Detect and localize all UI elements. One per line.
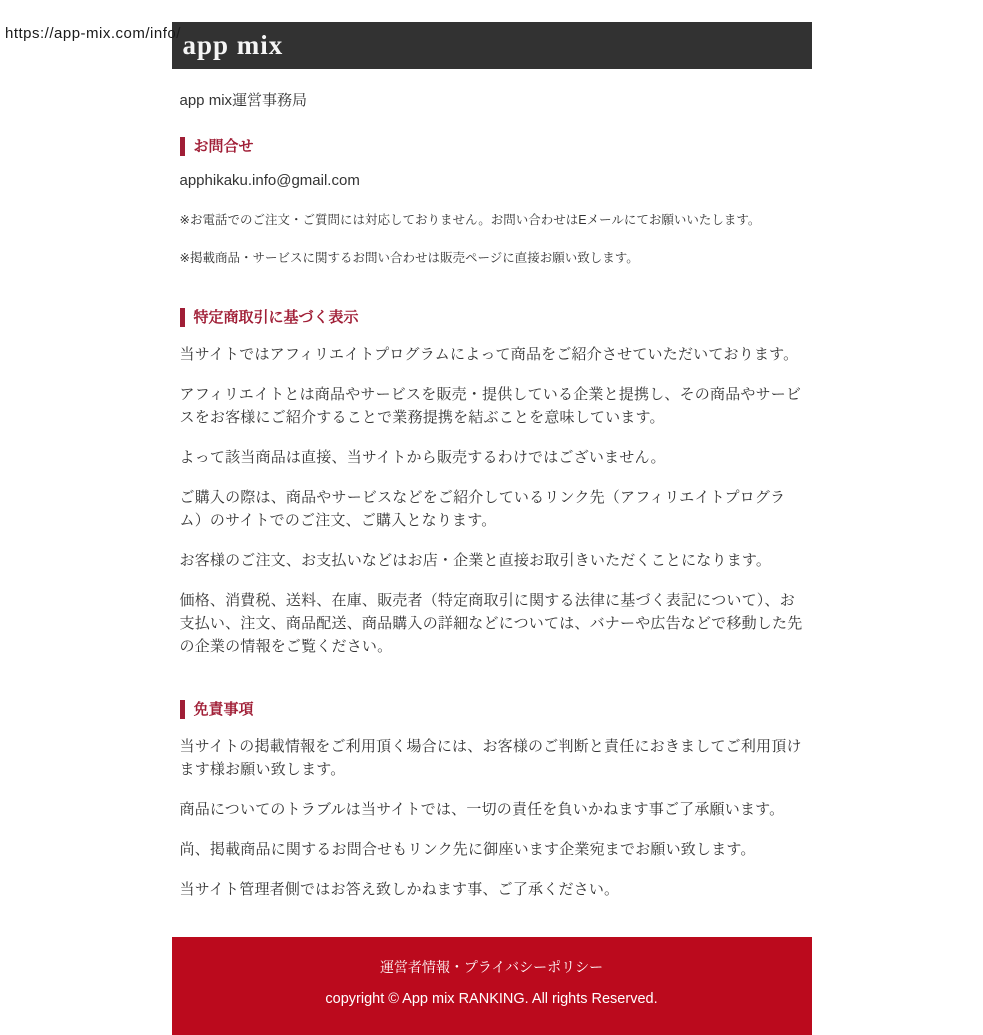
disclaimer-paragraph: 商品についてのトラブルは当サイトでは、一切の責任を負いかねます事ご了承願います。: [179, 801, 785, 818]
page-url-text: https://app-mix.com/info/: [5, 25, 181, 42]
operator-name: app mix運営事務局: [179, 92, 308, 109]
disclaimer-paragraph: 当サイト管理者側ではお答え致しかねます事、ご了承ください。: [179, 881, 620, 898]
section-heading-disclaimer: 免責事項: [180, 700, 804, 719]
tokutei-paragraph: よって該当商品は直接、当サイトから販売するわけではございません。: [179, 449, 666, 466]
disclaimer-paragraph: 当サイトの掲載情報をご利用頂く場合には、お客様のご判断と責任におきましてご利用頂けます様お願い致します。: [179, 738, 802, 778]
contact-email: apphikaku.info@gmail.com: [179, 172, 360, 189]
page-container: [172, 22, 812, 1035]
footer-copyright: copyright © App mix RANKING. All rights Reserved.: [325, 991, 658, 1007]
site-title: app mix: [182, 30, 284, 60]
disclaimer-paragraph: 尚、掲載商品に関するお問合せもリンク先に御座います企業宛までお願い致します。: [179, 841, 756, 858]
page-content: [172, 92, 812, 901]
site-header: [172, 22, 812, 69]
tokutei-paragraph: お客様のご注文、お支払いなどはお店・企業と直接お取引きいただくことになります。: [179, 552, 772, 569]
tokutei-paragraph: 当サイトではアフィリエイトプログラムによって商品をご紹介させていただいております。: [179, 346, 799, 363]
section-heading-contact: お問合せ: [180, 137, 804, 156]
tokutei-paragraph: ご購入の際は、商品やサービスなどをご紹介しているリンク先（アフィリエイトプログラム）のサイトでのご注文、ご購入となります。: [179, 489, 786, 529]
tokutei-paragraph: アフィリエイトとは商品やサービスを販売・提供している企業と提携し、その商品やサービスをお客様にご紹介することで業務提携を結ぶことを意味しています。: [179, 386, 802, 426]
site-footer: [172, 937, 812, 1035]
section-heading-tokutei: 特定商取引に基づく表示: [180, 308, 804, 327]
contact-note: ※掲載商品・サービスに関するお問い合わせは販売ページに直接お願い致します。: [179, 251, 639, 265]
tokutei-paragraph: 価格、消費税、送料、在庫、販売者（特定商取引に関する法律に基づく表記について）、お支払い、注文、商品配送、商品購入の詳細などについては、バナーや広告などで移動した先の企業の情報をご覧ください。: [179, 592, 803, 655]
footer-privacy-policy-link[interactable]: 運営者情報・プライバシーポリシー: [379, 959, 604, 975]
contact-note: ※お電話でのご注文・ご質問には対応しておりません。お問い合わせはEメールにてお願いいたします。: [179, 213, 761, 227]
